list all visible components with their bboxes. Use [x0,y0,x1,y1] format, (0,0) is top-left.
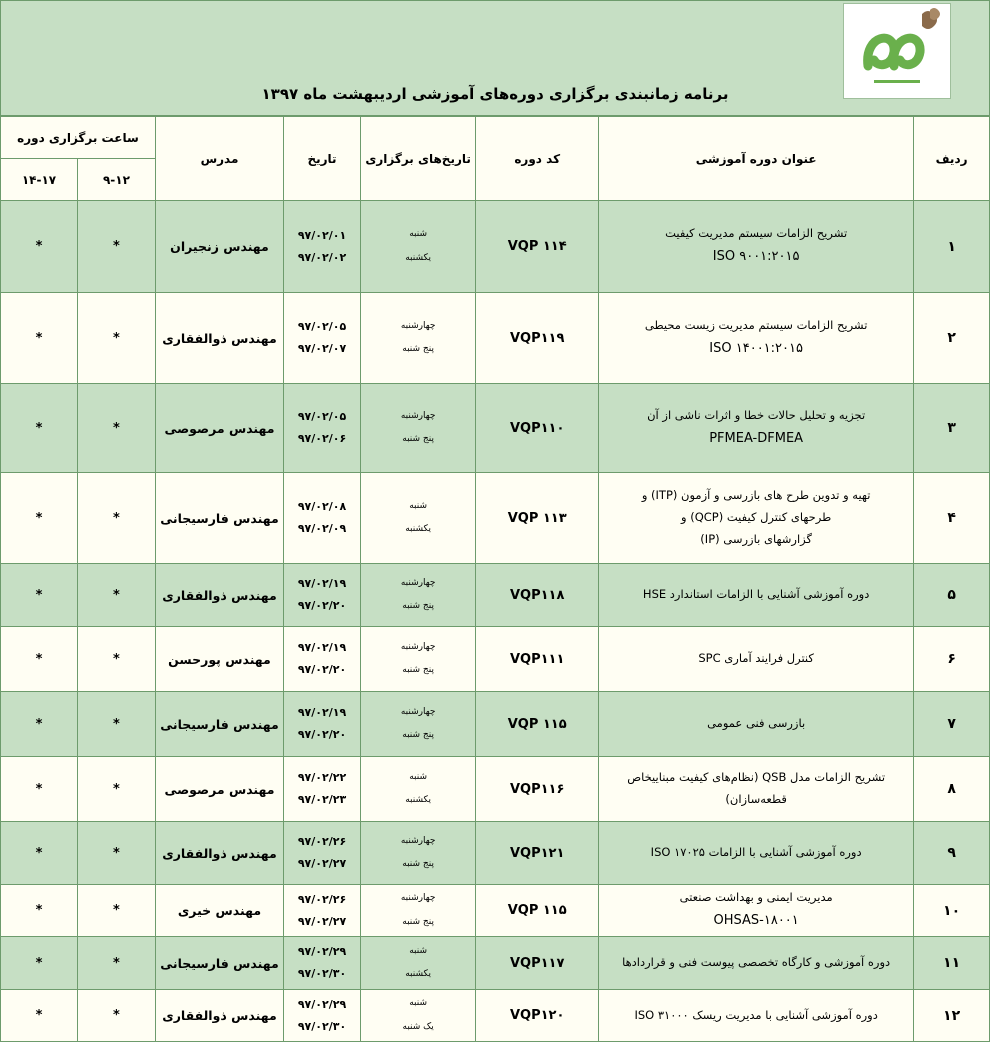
slot-afternoon-mark: * [1,937,78,990]
course-dates [284,885,361,937]
course-title [599,757,914,822]
header-slot-morning: ۹-۱۲ [77,159,155,201]
slot-morning-mark: * [77,627,155,692]
holding-days [360,937,475,990]
holding-days [360,757,475,822]
course-title [599,384,914,473]
course-code: VQP ۱۱۵ [476,885,599,937]
row-number: ۱۰ [914,885,990,937]
holding-day: چهارشنبه [400,577,436,588]
table-row [1,885,990,937]
header-row-number: ردیف [914,117,990,201]
holding-days [360,990,475,1042]
holding-day: یکشنبه [405,969,431,979]
row-number: ۳ [914,384,990,473]
slot-afternoon-mark: * [1,293,78,384]
slot-morning-mark: * [77,564,155,627]
slot-morning-mark: * [77,384,155,473]
holding-days [360,564,475,627]
course-title-line: مدیریت ایمنی و بهداشت صنعتی [679,890,833,905]
course-code: VQP ۱۱۵ [476,692,599,757]
course-title [599,822,914,885]
holding-day: پنج شنبه [402,859,434,869]
course-title-line: ISO ۱۴۰۰۱:۲۰۱۵ [709,340,803,356]
table-row [1,937,990,990]
course-code: VQP ۱۱۴ [476,201,599,293]
page-title: برنامه زمانبندی برگزاری دوره‌های آموزشی اردیبهشت ماه ۱۳۹۷ [261,85,729,103]
course-title [599,692,914,757]
course-dates [284,692,361,757]
course-code: VQP۱۲۰ [476,990,599,1042]
slot-morning-mark: * [77,473,155,564]
course-title-line: کنترل فرایند آماری SPC [698,651,814,666]
slot-afternoon-mark: * [1,201,78,293]
slot-morning-mark: * [77,937,155,990]
teacher-name: مهندس فارسیجانی [155,473,283,564]
holding-days [360,293,475,384]
course-date: ۹۷/۰۲/۲۲ [297,771,347,784]
course-title [599,201,914,293]
course-date: ۹۷/۰۲/۲۶ [297,835,347,848]
course-dates [284,201,361,293]
course-date: ۹۷/۰۲/۲۷ [297,914,347,928]
course-dates [284,937,361,990]
slot-morning-mark: * [77,757,155,822]
teacher-name: مهندس مرصوصی [155,384,283,473]
slot-afternoon-mark: * [1,822,78,885]
course-date: ۹۷/۰۲/۲۶ [297,892,347,906]
header-hours: ساعت برگزاری دوره [1,117,156,159]
teacher-name: مهندس ذوالفقاری [155,293,283,384]
course-code: VQP۱۱۸ [476,564,599,627]
course-title-line: دوره آموزشی آشنایی با مدیریت ریسک ۳۱۰۰۰ ISO [634,1007,878,1022]
course-date: ۹۷/۰۲/۲۰ [297,599,347,612]
holding-days [360,473,475,564]
course-code: VQP۱۱۰ [476,384,599,473]
course-title-line: قطعه‌سازان) [725,792,787,806]
row-number: ۴ [914,473,990,564]
course-title [599,885,914,937]
header-holding-days: تاریخ‌های برگزاری [360,117,475,201]
course-date: ۹۷/۰۲/۰۱ [297,228,347,242]
holding-day: چهارشنبه [400,410,436,421]
row-number: ۵ [914,564,990,627]
course-dates [284,564,361,627]
teacher-name: مهندس خیری [155,885,283,937]
holding-days [360,627,475,692]
course-title [599,473,914,564]
holding-day: پنج شنبه [402,344,434,354]
slot-morning-mark: * [77,990,155,1042]
row-number: ۱۲ [914,990,990,1042]
course-title [599,937,914,990]
course-title-line: OHSAS-۱۸۰۰۱ [713,913,799,929]
holding-day: پنج شنبه [402,601,434,611]
teacher-name: مهندس ذوالفقاری [155,990,283,1042]
course-date: ۹۷/۰۲/۲۰ [297,663,347,676]
holding-day: پنج شنبه [402,434,434,444]
holding-day: چهارشنبه [400,706,436,717]
holding-days [360,201,475,293]
course-code: VQP ۱۱۳ [476,473,599,564]
course-dates [284,384,361,473]
holding-day: پنج شنبه [402,730,434,740]
course-title-line: دوره آموزشی آشنایی با الزامات ISO ۱۷۰۲۵ [650,845,862,860]
course-date: ۹۷/۰۲/۳۰ [297,967,347,980]
course-date: ۹۷/۰۲/۱۹ [297,577,347,590]
holding-day: شنبه [409,229,428,240]
course-dates [284,627,361,692]
slot-morning-mark: * [77,201,155,293]
course-title-line: تشریح الزامات سیستم مدیریت کیفیت [665,226,848,241]
teacher-name: مهندس ذوالفقاری [155,822,283,885]
holding-day: شنبه [409,945,428,956]
teacher-name: مهندس زنجیران [155,201,283,293]
course-date: ۹۷/۰۲/۱۹ [297,641,347,654]
course-code: VQP۱۲۱ [476,822,599,885]
course-title-line: طرحهای کنترل کیفیت (QCP) و [681,510,832,525]
header-course-title: عنوان دوره آموزشی [599,117,914,201]
table-row [1,564,990,627]
schedule-table [0,116,990,1042]
course-dates [284,293,361,384]
course-title-line: دوره آموزشی و کارگاه تخصصی پیوست فنی و قراردادها [622,955,891,970]
holding-day: پنج شنبه [402,665,434,675]
row-number: ۷ [914,692,990,757]
course-date: ۹۷/۰۲/۱۹ [297,706,347,719]
course-title [599,627,914,692]
row-number: ۱۱ [914,937,990,990]
teacher-name: مهندس مرصوصی [155,757,283,822]
course-dates [284,822,361,885]
holding-day: چهارشنبه [400,320,436,331]
course-date: ۹۷/۰۲/۲۹ [297,945,347,958]
course-title-line: دوره آموزشی آشنایی با الزامات استاندارد HSE [642,587,870,602]
course-date: ۹۷/۰۲/۰۵ [297,410,347,423]
course-date: ۹۷/۰۲/۲۳ [297,793,347,806]
header-course-code: کد دوره [476,117,599,201]
slot-afternoon-mark: * [1,885,78,937]
course-date: ۹۷/۰۲/۲۰ [297,728,347,741]
course-code: VQP۱۱۶ [476,757,599,822]
course-title [599,293,914,384]
course-dates [284,473,361,564]
slot-morning-mark: * [77,692,155,757]
course-title-line: گزارشهای بازرسی (IP) [700,531,812,546]
table-row [1,692,990,757]
course-dates [284,990,361,1042]
holding-day: پنج شنبه [402,916,434,927]
course-code: VQP۱۱۷ [476,937,599,990]
teacher-name: مهندس پورحسن [155,627,283,692]
teacher-name: مهندس فارسیجانی [155,937,283,990]
table-row [1,822,990,885]
row-number: ۱ [914,201,990,293]
holding-day: شنبه [409,771,428,782]
course-title-line: تشریح الزامات سیستم مدیریت زیست محیطی [644,317,868,332]
teacher-name: مهندس فارسیجانی [155,692,283,757]
course-date: ۹۷/۰۲/۰۶ [297,432,347,445]
slot-afternoon-mark: * [1,473,78,564]
slot-afternoon-mark: * [1,564,78,627]
table-row [1,293,990,384]
slot-afternoon-mark: * [1,692,78,757]
row-number: ۶ [914,627,990,692]
slot-morning-mark: * [77,293,155,384]
course-date: ۹۷/۰۲/۰۷ [297,342,347,355]
holding-day: یکشنبه [405,795,431,805]
holding-day: شنبه [409,500,428,511]
slot-morning-mark: * [77,885,155,937]
table-row [1,757,990,822]
course-date: ۹۷/۰۲/۰۹ [297,522,347,535]
slot-afternoon-mark: * [1,757,78,822]
course-title-line: تجزیه و تحلیل حالات خطا و اثرات ناشی از آن [647,407,866,422]
table-row [1,990,990,1042]
slot-afternoon-mark: * [1,990,78,1042]
course-date: ۹۷/۰۲/۰۸ [297,500,347,513]
course-title-line: تشریح الزامات مدل QSB (نظام‌های کیفیت مبناییخاص [627,770,886,785]
holding-days [360,822,475,885]
course-code: VQP۱۱۹ [476,293,599,384]
table-row [1,384,990,473]
course-date: ۹۷/۰۲/۰۲ [297,250,347,264]
slot-afternoon-mark: * [1,627,78,692]
course-date: ۹۷/۰۲/۳۰ [297,1019,347,1033]
holding-day: چهارشنبه [400,641,436,652]
row-number: ۲ [914,293,990,384]
holding-days [360,384,475,473]
table-row [1,473,990,564]
holding-days [360,885,475,937]
course-title-line: ISO ۹۰۰۱:۲۰۱۵ [712,249,800,265]
course-title-line: PFMEA-DFMEA [709,430,804,446]
course-title-line: بازرسی فنی عمومی [707,716,806,731]
holding-day: یک شنبه [402,1021,434,1032]
course-code: VQP۱۱۱ [476,627,599,692]
row-number: ۹ [914,822,990,885]
course-dates [284,757,361,822]
header-teacher: مدرس [155,117,283,201]
header-slot-afternoon: ۱۴-۱۷ [1,159,78,201]
table-row [1,201,990,293]
course-title [599,564,914,627]
page-header [0,0,990,116]
holding-day: چهارشنبه [400,835,436,846]
course-title [599,990,914,1042]
course-date: ۹۷/۰۲/۲۹ [297,997,347,1011]
holding-day: یکشنبه [405,252,431,263]
course-date: ۹۷/۰۲/۲۷ [297,857,347,870]
holding-day: شنبه [409,998,428,1009]
holding-days [360,692,475,757]
table-row [1,627,990,692]
holding-day: چهارشنبه [400,893,436,904]
course-title-line: تهیه و تدوین طرح های بازرسی و آزمون (ITP) و [641,488,871,503]
header-date: تاریخ [284,117,361,201]
slot-morning-mark: * [77,822,155,885]
row-number: ۸ [914,757,990,822]
teacher-name: مهندس ذوالفقاری [155,564,283,627]
slot-afternoon-mark: * [1,384,78,473]
course-date: ۹۷/۰۲/۰۵ [297,320,347,333]
holding-day: یکشنبه [405,524,431,534]
